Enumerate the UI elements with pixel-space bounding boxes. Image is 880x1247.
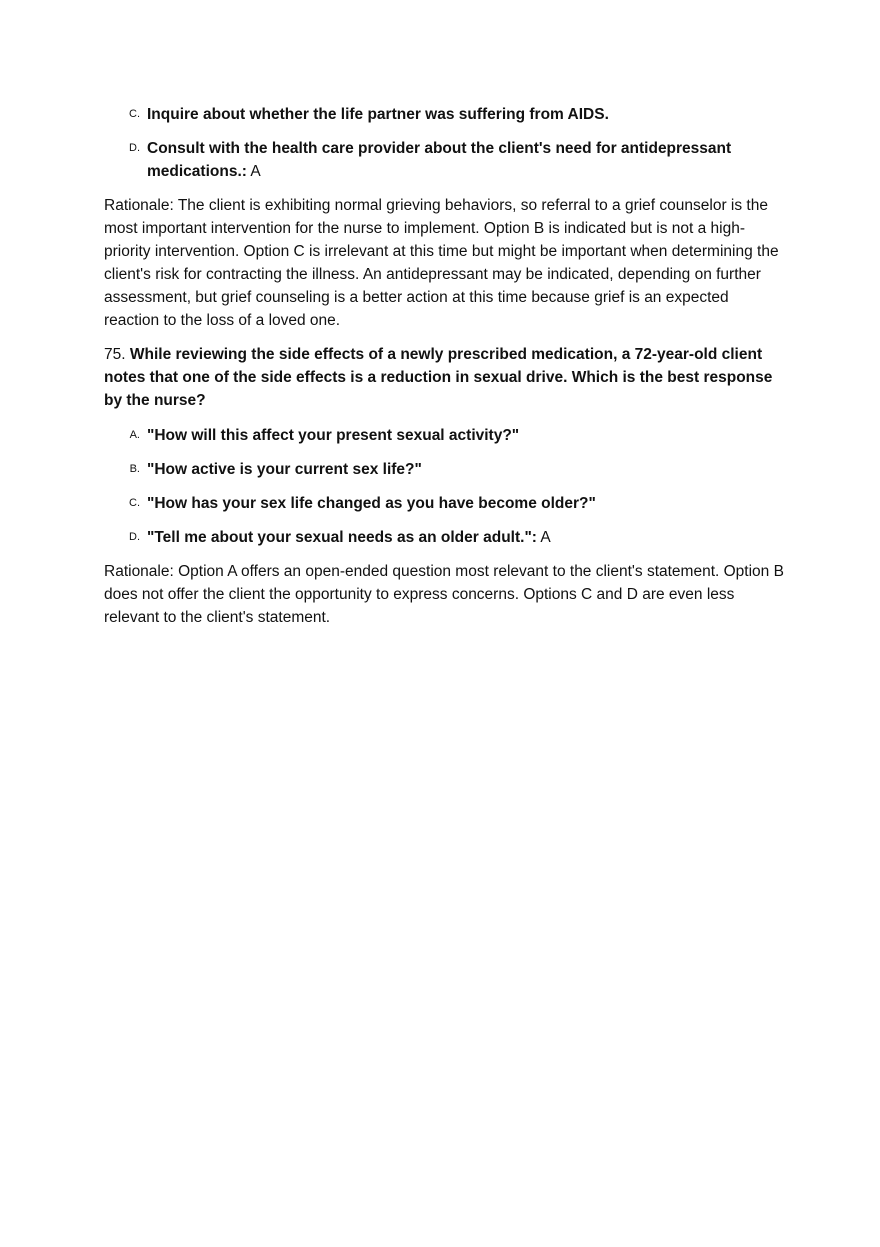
option-d-prev: [104, 137, 784, 183]
option-text: [147, 103, 784, 126]
answer-key: A: [246, 163, 261, 180]
option-letter: C.: [129, 497, 140, 509]
option-text-content: "Tell me about your sexual needs as an older adult.":: [147, 529, 537, 546]
option-d: [104, 526, 784, 549]
option-c-prev: [104, 103, 784, 126]
option-text: "How will this affect your present sexual activity?": [147, 427, 520, 444]
option-text: [147, 526, 784, 549]
option-text-content: Consult with the health care provider about the client's need for antidepressant medications.:: [147, 140, 732, 180]
option-a: [104, 424, 784, 447]
option-text: "How active is your current sex life?": [147, 461, 422, 478]
option-text: [147, 137, 784, 183]
rationale-75: Rationale: Option A offers an open-ended question most relevant to the client's statement. Option B does not offer the client the opportunity to express concerns. Options C and D are even less relevant to the client's statement.: [104, 563, 784, 626]
rationale-prev: Rationale: The client is exhibiting normal grieving behaviors, so referral to a grief counselor is the most important intervention for the nurse to implement. Option B is indicated but is not a high-priority intervention. Option C is irrelevant at this time but might be important when determining the client's risk for contracting the illness. An antidepressant may be indicated, depending on further assessment, but grief counseling is a better action at this time because grief is an expected reaction to the loss of a loved one.: [104, 197, 779, 329]
answer-key: A: [536, 529, 551, 546]
question-number: 75.: [104, 346, 130, 363]
question-75: [104, 343, 784, 412]
option-letter: A.: [129, 429, 140, 441]
question-text: While reviewing the side effects of a newly prescribed medication, a 72-year-old client notes that one of the side effects is a reduction in sexual drive. Which is the best response by the nurse?: [104, 346, 773, 409]
option-text-content: Inquire about whether the life partner was suffering from AIDS.: [147, 106, 609, 123]
option-c: [104, 492, 784, 515]
option-b: [104, 458, 784, 481]
option-letter: C.: [129, 108, 140, 120]
option-text: "How has your sex life changed as you have become older?": [147, 495, 596, 512]
page-content: [104, 103, 784, 640]
option-letter: D.: [129, 531, 140, 543]
option-letter: D.: [129, 142, 140, 154]
option-letter: B.: [129, 463, 140, 475]
